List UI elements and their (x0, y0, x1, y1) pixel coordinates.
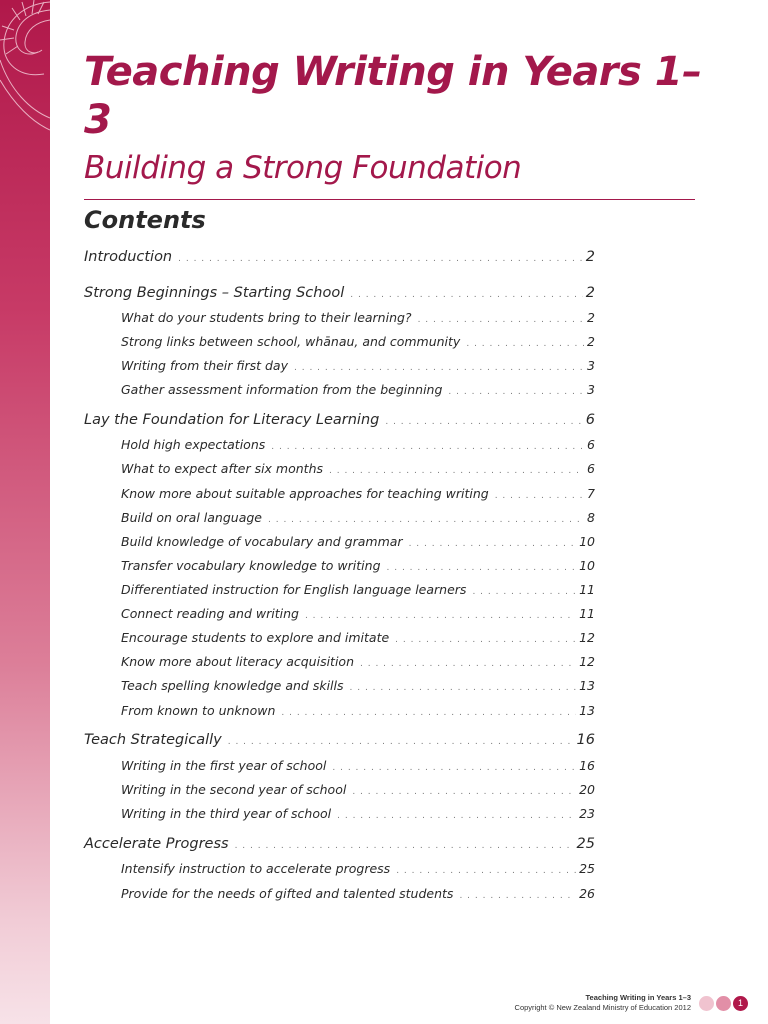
toc-subsection-entry (121, 582, 595, 597)
toc-subsection-entry (121, 758, 595, 773)
toc-entry-label: Intensify instruction to accelerate progress (121, 861, 391, 876)
page-number: 1 (733, 996, 748, 1011)
dot-leader (459, 891, 576, 901)
toc-entry-page-number: 12 (579, 654, 595, 669)
dot-leader (396, 866, 576, 876)
toc-entry-page-number: 16 (576, 732, 595, 748)
toc-subsection-entry (121, 534, 595, 549)
toc-entry-page-number: 8 (587, 510, 595, 525)
toc-entry-label: Writing in the second year of school (121, 782, 347, 797)
toc-entry-label: Build on oral language (121, 510, 262, 525)
footer-dot (716, 996, 731, 1011)
toc-subsection-entry (121, 382, 595, 397)
toc-entry-page-number: 2 (585, 249, 595, 265)
toc-entry-label: Hold high expectations (121, 437, 266, 452)
dot-leader (228, 737, 574, 747)
toc-entry-label: Lay the Foundation for Literacy Learning (84, 412, 380, 428)
toc-entry-page-number: 6 (587, 437, 595, 452)
toc-entry-label: Transfer vocabulary knowledge to writing (121, 558, 381, 573)
dot-leader (305, 611, 576, 621)
toc-entry-page-number: 6 (587, 461, 595, 476)
toc-entry-page-number: 25 (579, 861, 595, 876)
toc-subsection-entry (121, 606, 595, 621)
document-title: Teaching Writing in Years 1–3 (84, 49, 702, 143)
toc-subsection-entry (121, 630, 595, 645)
dot-leader (332, 763, 576, 773)
toc-entry-label: What do your students bring to their learning? (121, 310, 412, 325)
toc-entry-label: Encourage students to explore and imitate (121, 630, 390, 645)
toc-subsection-entry (121, 703, 595, 718)
dot-leader (178, 254, 583, 264)
dot-leader (281, 708, 576, 718)
toc-subsection-entry (121, 886, 595, 901)
toc-subsection-entry (121, 310, 595, 325)
toc-subsection-entry (121, 510, 595, 525)
toc-entry-label: Know more about literacy acquisition (121, 654, 355, 669)
toc-entry-page-number: 13 (579, 678, 595, 693)
dot-leader (352, 787, 576, 797)
dot-leader (448, 387, 584, 397)
dot-leader (387, 563, 577, 573)
toc-entry-page-number: 16 (579, 758, 595, 773)
toc-entry-label: Provide for the needs of gifted and talented students (121, 886, 454, 901)
toc-entry-label: Gather assessment information from the beginning (121, 382, 443, 397)
dot-leader (271, 442, 584, 452)
toc-subsection-entry (121, 358, 595, 373)
toc-entry-page-number: 12 (579, 630, 595, 645)
toc-subsection-entry (121, 806, 595, 821)
toc-subsection-entry (121, 678, 595, 693)
dot-leader (360, 659, 576, 669)
document-subtitle: Building a Strong Foundation (84, 150, 522, 186)
toc-subsection-entry (121, 486, 595, 501)
toc-subsection-entry (121, 782, 595, 797)
toc-entry-page-number: 7 (587, 486, 595, 501)
toc-entry-label: Know more about suitable approaches for teaching writing (121, 486, 489, 501)
toc-entry-label: Teach spelling knowledge and skills (121, 678, 344, 693)
toc-entry-label: Introduction (84, 249, 173, 265)
dot-leader (350, 683, 577, 693)
toc-entry-page-number: 2 (585, 285, 595, 301)
toc-entry-label: Accelerate Progress (84, 836, 229, 852)
toc-section-entry (84, 732, 595, 748)
toc-entry-page-number: 13 (579, 703, 595, 718)
dot-leader (418, 315, 584, 325)
dot-leader (337, 811, 576, 821)
toc-entry-page-number: 11 (579, 582, 595, 597)
dot-leader (350, 290, 583, 300)
toc-entry-page-number: 20 (579, 782, 595, 797)
dot-leader (466, 339, 584, 349)
footer-dot (699, 996, 714, 1011)
dot-leader (395, 635, 576, 645)
toc-entry-label: Strong links between school, whānau, and community (121, 334, 461, 349)
toc-entry-page-number: 2 (587, 334, 595, 349)
toc-section-entry (84, 249, 595, 265)
dot-leader (472, 587, 576, 597)
toc-subsection-entry (121, 334, 595, 349)
toc-entry-label: From known to unknown (121, 703, 276, 718)
contents-heading: Contents (84, 206, 206, 234)
dot-leader (409, 539, 577, 549)
toc-entry-label: Connect reading and writing (121, 606, 299, 621)
dot-leader (235, 841, 574, 851)
dot-leader (268, 515, 584, 525)
toc-entry-page-number: 3 (587, 358, 595, 373)
toc-entry-page-number: 2 (587, 310, 595, 325)
dot-leader (294, 363, 584, 373)
toc-subsection-entry (121, 461, 595, 476)
toc-entry-page-number: 10 (579, 534, 595, 549)
toc-entry-label: Writing from their first day (121, 358, 288, 373)
dot-leader (329, 466, 584, 476)
toc-section-entry (84, 412, 595, 428)
toc-entry-page-number: 23 (579, 806, 595, 821)
footer-title: Teaching Writing in Years 1–3 (585, 993, 691, 1002)
toc-entry-label: Writing in the first year of school (121, 758, 327, 773)
dot-leader (495, 491, 584, 501)
footer-copyright: Copyright © New Zealand Ministry of Education 2012 (514, 1003, 691, 1012)
toc-section-entry (84, 836, 595, 852)
toc-entry-page-number: 3 (587, 382, 595, 397)
toc-entry-page-number: 11 (579, 606, 595, 621)
toc-entry-label: Teach Strategically (84, 732, 222, 748)
toc-entry-page-number: 6 (585, 412, 595, 428)
toc-entry-label: Build knowledge of vocabulary and grammar (121, 534, 403, 549)
toc-entry-label: Differentiated instruction for English language learners (121, 582, 467, 597)
toc-entry-label: Strong Beginnings – Starting School (84, 285, 345, 301)
toc-subsection-entry (121, 437, 595, 452)
toc-entry-page-number: 10 (579, 558, 595, 573)
toc-section-entry (84, 285, 595, 301)
dot-leader (385, 417, 582, 427)
toc-entry-label: What to expect after six months (121, 461, 324, 476)
toc-entry-page-number: 26 (579, 886, 595, 901)
toc-entry-page-number: 25 (576, 836, 595, 852)
toc-entry-label: Writing in the third year of school (121, 806, 332, 821)
toc-subsection-entry (121, 654, 595, 669)
toc-subsection-entry (121, 558, 595, 573)
toc-subsection-entry (121, 861, 595, 876)
